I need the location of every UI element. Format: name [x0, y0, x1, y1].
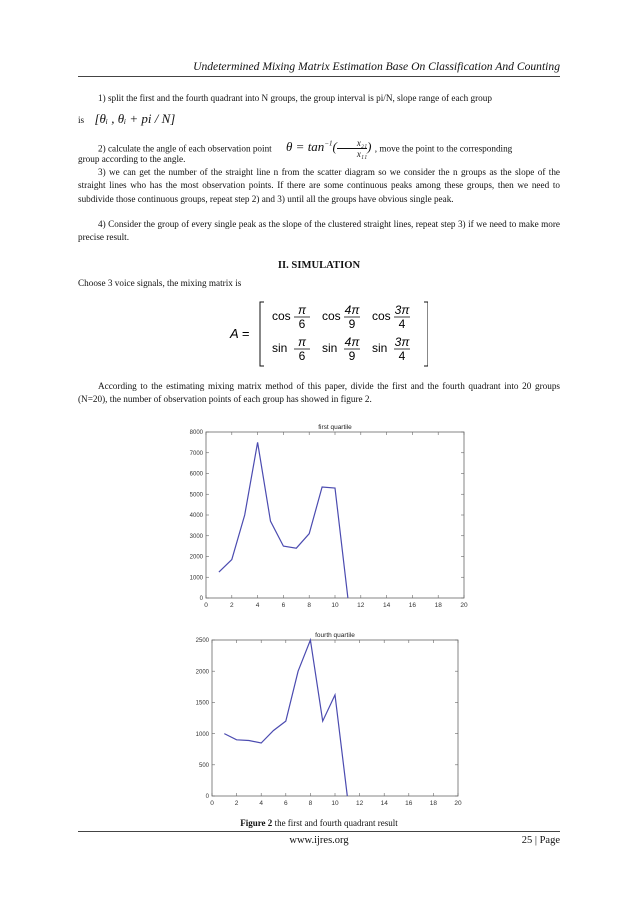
matrix-label: A = [230, 326, 250, 341]
fourth-quartile-x-tick-label: 6 [283, 800, 288, 807]
angle-fraction-num: x₂₁ [337, 138, 367, 149]
matrix-num: π [297, 303, 307, 317]
fourth-quartile-y-tick-label: 1500 [195, 700, 209, 707]
step-2-b: , move the point to the corresponding [374, 143, 513, 154]
fourth-quartile-x-tick-label: 0 [210, 800, 214, 807]
footer-page-number: 25 | Page [521, 835, 560, 846]
angle-formula-lhs: θ = tan [286, 139, 325, 155]
matrix-num: 3π [394, 335, 410, 349]
matrix-num: 4π [344, 335, 360, 349]
fourth-quartile-y-tick-label: 0 [205, 794, 209, 801]
matrix-num: π [297, 335, 307, 349]
matrix-fn: sin [272, 341, 288, 355]
footer-url: www.ijres.org [289, 835, 349, 846]
first-quartile-x-tick-label: 16 [408, 602, 417, 609]
figure-fourth-quartile [170, 630, 470, 818]
step-3-text: 3) we can get the number of the straight line n from the scatter diagram so we consider the n groups as the slope of the straight lines who has the most observation points. If there are some continuous peaks among these groups, then we need to subdivide those continuous groups, repeat step 2) and 3) until all the groups have obvious single peak. [78, 167, 560, 204]
first-quartile-x-tick-label: 14 [382, 602, 391, 609]
angle-formula-exp: −1 [324, 140, 333, 149]
fourth-quartile-x-tick-label: 16 [405, 800, 413, 807]
fourth-quartile-y-tick-label: 500 [198, 763, 209, 769]
matrix-num: 3π [394, 303, 410, 317]
fourth-quartile-x-tick-label: 8 [308, 800, 313, 807]
angle-fraction-den: x₁₁ [356, 149, 368, 159]
chart-first-quartile [170, 424, 470, 614]
matrix-fn: cos [272, 309, 291, 323]
matrix-fn: cos [372, 309, 391, 323]
matrix-den: 4 [398, 317, 406, 331]
fourth-quartile-x-tick-label: 10 [331, 800, 339, 807]
first-quartile-x-tick-label: 6 [281, 602, 286, 609]
fourth-quartile-y-tick-label: 2000 [195, 669, 209, 676]
angle-formula: $\theta = \tan^{-1}$( $\frac{\text{x₂₁}}{\text{x₁₁}}$ ) [286, 138, 375, 159]
first-quartile-y-tick-label: 2000 [189, 554, 203, 561]
first-quartile-x-tick-label: 2 [229, 602, 234, 609]
figure-first-quartile [170, 424, 470, 614]
fourth-quartile-title: fourth quartile [315, 632, 355, 639]
matrix-fn: sin [372, 341, 388, 355]
figure-caption [0, 818, 638, 828]
matrix-fn: cos [322, 309, 341, 323]
first-quartile-x-tick-label: 8 [307, 602, 312, 609]
step-2-c: group according to the angle. [78, 154, 186, 164]
fourth-quartile-x-tick-label: 4 [259, 800, 264, 807]
first-quartile-y-tick-label: 0 [199, 596, 203, 603]
first-quartile-x-tick-label: 0 [204, 602, 208, 609]
simulation-intro: Choose 3 voice signals, the mixing matrix is [78, 278, 242, 288]
matrix-den: 6 [298, 317, 306, 331]
running-header: Undetermined Mixing Matrix Estimation Base On Classification And Counting [193, 60, 560, 73]
matrix-den: 4 [398, 349, 406, 363]
fourth-quartile-x-tick-label: 14 [380, 800, 388, 807]
header-rule [78, 76, 560, 77]
figure-caption-text: the first and fourth quadrant result [272, 818, 398, 828]
step-4-text: 4) Consider the group of every single peak as the slope of the clustered straight lines, repeat step 3) if we need to make more precise result. [78, 219, 560, 243]
first-quartile-y-tick-label: 5000 [189, 492, 203, 499]
first-quartile-x-tick-label: 20 [460, 602, 468, 609]
first-quartile-x-tick-label: 4 [255, 602, 260, 609]
first-quartile-x-tick-label: 10 [331, 602, 339, 609]
footer-rule [78, 831, 560, 832]
first-quartile-y-tick-label: 4000 [189, 513, 203, 520]
section-title: II. SIMULATION [277, 260, 361, 271]
slope-range-formula: [θᵢ , θᵢ + pi / N] [94, 111, 176, 126]
mixing-matrix [228, 298, 428, 370]
fourth-quartile-plot-area [212, 640, 458, 796]
first-quartile-y-tick-label: 7000 [189, 450, 203, 457]
chart-fourth-quartile [170, 630, 470, 818]
first-quartile-x-tick-label: 12 [357, 602, 365, 609]
first-quartile-title: first quartile [318, 424, 352, 431]
matrix-den: 9 [348, 349, 356, 363]
fourth-quartile-x-tick-label: 18 [429, 800, 438, 807]
figure-label: Figure 2 [240, 818, 273, 828]
first-quartile-y-tick-label: 6000 [189, 471, 203, 478]
fourth-quartile-x-tick-label: 12 [355, 800, 364, 807]
fourth-quartile-y-tick-label: 1000 [195, 731, 209, 738]
matrix-fn: sin [322, 341, 338, 355]
first-quartile-y-tick-label: 8000 [189, 430, 203, 437]
matrix-num: 4π [344, 303, 360, 317]
fourth-quartile-x-tick-label: 2 [234, 800, 239, 807]
first-quartile-y-tick-label: 1000 [189, 575, 203, 582]
fourth-quartile-y-tick-label: 2500 [195, 638, 209, 645]
step-1-text: 1) split the first and the fourth quadrant into N groups, the group interval is pi/N, slope range of each group [98, 93, 492, 103]
step-1-range [78, 112, 560, 132]
fourth-quartile-x-tick-label: 20 [454, 800, 462, 807]
step-2-a: 2) calculate the angle of each observation point [98, 143, 272, 154]
matrix-den: 9 [348, 317, 356, 331]
simulation-paragraph: According to the estimating mixing matrix method of this paper, divide the first and the fourth quadrant into 20 groups (N=20), the number of observation points of each group has showed in figure 2. [78, 381, 560, 405]
step-1-prefix: is [78, 115, 85, 125]
matrix-den: 6 [298, 349, 306, 363]
first-quartile-x-tick-label: 18 [434, 602, 442, 609]
first-quartile-y-tick-label: 3000 [189, 533, 203, 540]
